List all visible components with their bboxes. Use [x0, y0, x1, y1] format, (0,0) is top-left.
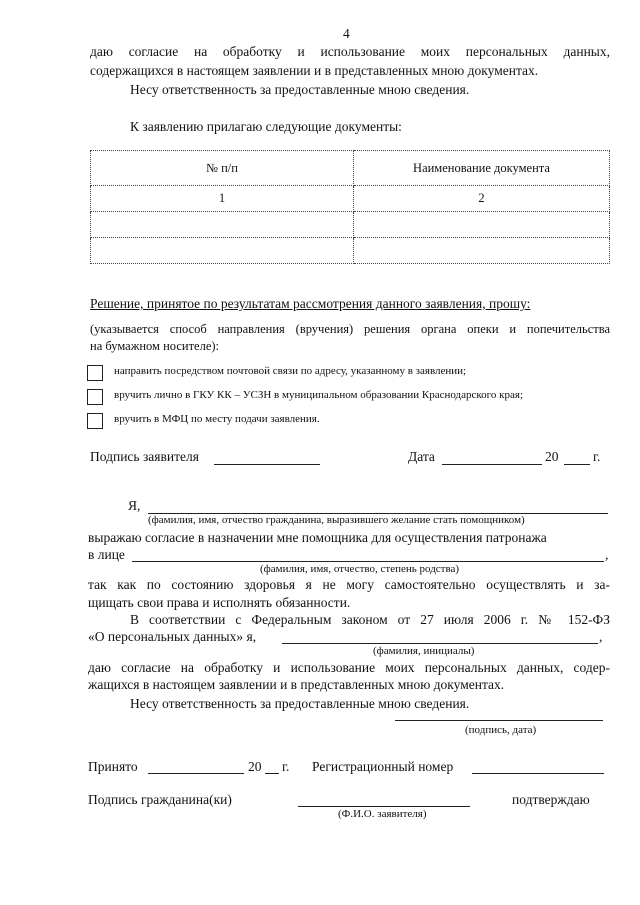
option-post-checkbox[interactable] — [87, 365, 103, 381]
table-row — [91, 238, 610, 264]
attachments-heading: К заявлению прилагаю следующие документы: — [130, 119, 402, 134]
footer-year-field[interactable] — [265, 773, 279, 774]
applicant-signature-field[interactable] — [214, 464, 320, 465]
helper-consent-line: выражаю согласие в назначении мне помощника для осуществления патронажа — [88, 530, 547, 545]
attachments-table — [90, 150, 610, 264]
accepted-date-field[interactable] — [148, 773, 244, 774]
confirm-label: подтверждаю — [512, 792, 590, 807]
kin-fio-caption: (фамилия, имя, отчество, степень родства) — [260, 563, 460, 575]
table-cell[interactable] — [354, 212, 610, 238]
helper-fio-caption: (фамилия, имя, отчество гражданина, выразившего желание стать помощником) — [148, 514, 525, 526]
table-cell[interactable] — [354, 238, 610, 264]
intro-consent-line-1: даю согласие на обработку и использование моих персональных данных, — [90, 44, 610, 59]
table-cell: 1 — [91, 186, 354, 212]
sign-date-caption: (подпись, дата) — [465, 724, 537, 736]
table-index-row — [91, 186, 610, 212]
table-cell[interactable] — [91, 238, 354, 264]
ya-label: Я, — [128, 498, 141, 513]
option-in-person-checkbox[interactable] — [87, 389, 103, 405]
sign-date-field[interactable] — [395, 720, 603, 721]
kin-fio-comma: , — [605, 547, 609, 562]
year-field[interactable] — [564, 464, 590, 465]
accepted-label: Принято — [88, 759, 138, 774]
initials-comma: , — [599, 629, 603, 644]
initials-caption: (фамилия, инициалы) — [373, 645, 475, 657]
fio-applicant-caption: (Ф.И.О. заявителя) — [338, 808, 427, 820]
citizen-signature-field[interactable] — [298, 806, 470, 807]
intro-consent-line-2: содержащихся в настоящем заявлении и в представленных мною документах. — [90, 63, 539, 78]
reg-number-field[interactable] — [472, 773, 604, 774]
table-header-row — [91, 151, 610, 186]
decision-note-line-1: (указывается способ направления (вручения) решения органа опеки и попечительства — [90, 322, 610, 336]
option-post-label: направить посредством почтовой связи по адресу, указанному в заявлении; — [114, 365, 467, 377]
consent2-line-1: даю согласие на обработку и использование моих персональных данных, содер- — [88, 660, 610, 675]
year-prefix: 20 — [545, 449, 559, 464]
consent2-line-2: жащихся в настоящем заявлении и в представленных мною документах. — [88, 677, 505, 692]
health-line-1: так как по состоянию здоровья я не могу самостоятельно осуществлять и за- — [88, 577, 610, 592]
year-suffix: г. — [593, 449, 601, 464]
footer-year-suffix: г. — [282, 759, 290, 774]
footer-year-prefix: 20 — [248, 759, 262, 774]
date-label: Дата — [408, 449, 435, 464]
applicant-signature-label: Подпись заявителя — [90, 449, 199, 464]
citizen-signature-label: Подпись гражданина(ки) — [88, 792, 232, 807]
initials-field[interactable] — [282, 643, 598, 644]
table-cell[interactable] — [91, 212, 354, 238]
decision-heading: Решение, принятое по результатам рассмотрения данного заявления, прошу: — [90, 296, 531, 311]
table-cell: 2 — [354, 186, 610, 212]
reg-number-label: Регистрационный номер — [312, 759, 454, 774]
kin-fio-field[interactable] — [132, 561, 604, 562]
column-header-document-name: Наименование документа — [354, 151, 610, 186]
health-line-2: щищать свои права и исполнять обязанности. — [88, 595, 351, 610]
intro-responsibility: Несу ответственность за предоставленные мною сведения. — [130, 82, 470, 97]
law-line-1: В соответствии с Федеральным законом от 27 июля 2006 г. № 152-ФЗ — [130, 612, 610, 627]
helper-responsibility: Несу ответственность за предоставленные мною сведения. — [130, 696, 470, 711]
column-header-number: № п/п — [91, 151, 354, 186]
table-row — [91, 212, 610, 238]
option-in-person-label: вручить лично в ГКУ КК – УСЗН в муниципальном образовании Краснодарского края; — [114, 389, 524, 401]
law-line-2: «О персональных данных» я, — [88, 629, 257, 644]
page-number: 4 — [343, 26, 350, 41]
option-mfc-label: вручить в МФЦ по месту подачи заявления. — [114, 413, 320, 425]
option-mfc-checkbox[interactable] — [87, 413, 103, 429]
in-person-label: в лице — [88, 547, 125, 562]
date-field[interactable] — [442, 464, 542, 465]
decision-note-line-2: на бумажном носителе): — [90, 339, 219, 353]
